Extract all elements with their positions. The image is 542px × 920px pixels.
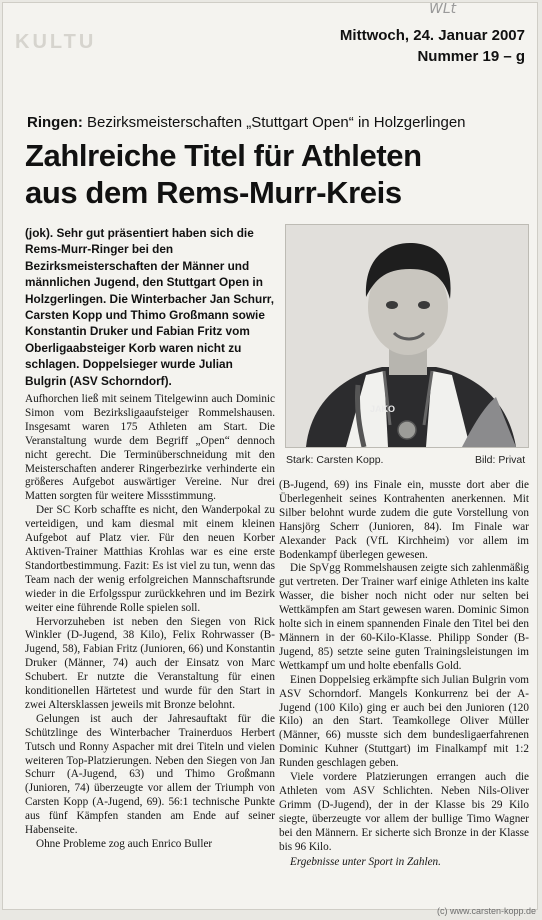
body-left-paragraph-4: Gelungen ist auch der Jahresauftakt für die Schützlinge des Winterbacher Trainerduos Herbert Tutsch und Ronny Aspacher mit drei Titeln und vielen weiteren Top-Platzierungen. Neben den Siegen von Jan Schurr (A-Jugend, 63) und Thimo Großmann (Junioren, 74) überzeugte vor allem der Triumph von Carsten Kopp (A-Jugend, 69). 56:1 technische Punkte aus fünf Kämpfen standen am Ende auf seiner Habenseite.	[25, 712, 275, 837]
jersey-logo-text: JAKO	[370, 404, 396, 414]
athlete-photo	[285, 224, 529, 448]
body-column-left	[25, 393, 275, 852]
newspaper-clipping	[2, 2, 538, 910]
issue-date: Mittwoch, 24. Januar 2007	[339, 27, 525, 44]
body-right-paragraph-2: Die SpVgg Rommelshausen zeigte sich zahlenmäßig gut vertreten. Der Trainer warf einige Athleten ins kalte Wasser, die bisher noch nicht oder nur selten bei Wettkämpfen am Start gewesen waren. Dominic Simon holte sich in einem spannenden Finale den Titel bei den Männern in der 60-Kilo-Klasse. Philipp Sonder (B-Jugend, 85) setzte seine guten Trainingsleistungen im Wettkampf um und holte ebenfalls Gold.	[279, 562, 529, 672]
copyright-footer: (c) www.carsten-kopp.de	[436, 906, 536, 916]
body-left-paragraph-2: Der SC Korb schaffte es nicht, den Wanderpokal zu verteidigen, und kam diesmal mit einem kleinen Aufgebot auf Platz vier. Für den neuen Korber Aktiven-Trainer Matthias Krohlas war es eine erste Standortbestimmung. Fazit: Es ist viel zu tun, wenn das Team nach der wenig erfolgreichen Mannschaftsrunde wieder in die Erfolgsspur zurückkehren und im Bezirk weiter eine führende Rolle spielen soll.	[25, 504, 275, 614]
kicker-label: Ringen:	[27, 114, 83, 131]
masthead-ghost-text: KULTU	[15, 31, 97, 53]
handwritten-note: WLt	[429, 2, 457, 17]
headline	[25, 137, 525, 211]
kicker	[27, 114, 466, 131]
lead-paragraph: (jok). Sehr gut präsentiert haben sich die Rems-Murr-Ringer bei den Bezirksmeisterschaften der Männer und männlichen Jugend, den Stuttgart Open in Holzgerlingen. Die Winterbacher Jan Schurr, Carsten Kopp und Thimo Großmann sowie Konstantin Druker und Fabian Fritz vom Oberligaabsteiger Korb waren nicht zu schlagen. Doppelsieger wurde Julian Bulgrin (ASV Schorndorf).	[25, 226, 274, 388]
results-reference: Ergebnisse unter Sport in Zahlen.	[290, 856, 441, 869]
issue-number: Nummer 19 – g	[417, 48, 525, 65]
body-left-paragraph-3: Hervorzuheben ist neben den Siegen von Rick Winkler (D-Jugend, 38 Kilo), Felix Rohrwasser (B-Jugend, 58), Fabian Fritz (Junioren, 66) und Konstantin Druker (Männer, 74) auch der Einsatz von Marc Schubert. Er nutzte die Veranstaltung für einen konditionellen Härtetest und wurde für den Start in zwei Altersklassen jeweils mit Bronze belohnt.	[25, 615, 275, 711]
body-left-paragraph-5: Ohne Probleme zog auch Enrico Buller	[36, 838, 213, 850]
body-right-paragraph-4: Viele vordere Platzierungen errangen auch die Athleten vom ASV Schlichten. Neben Nils-Oliver Grimm (D-Jugend), der in der Klasse bis 29 Kilo siegte, überzeugte vor allem der bullige Timo Wagner bei den Männern. Er sicherte sich Bronze in der Klasse bis 96 Kilo.	[279, 771, 529, 853]
body-left-paragraph-1: Aufhorchen ließ mit seinem Titelgewinn auch Dominic Simon vom Bezirksligaaufsteiger Rommelshausen. Insgesamt waren 175 Athleten am Start. Die Veranstaltung wurde dem Begriff „Open“ dennoch nicht gerecht. Die Terminüberschneidung mit den Meisterschaften anderer Ringerbezirke verhinderte ein größeres Aufgebot auswärtiger Vereine. Nur drei Matten sorgten für weitere Missstimmung.	[25, 393, 275, 503]
headline-line-1: Zahlreiche Titel für Athleten	[25, 138, 422, 173]
headline-line-2: aus dem Rems-Murr-Kreis	[25, 175, 402, 210]
kicker-text: Bezirksmeisterschaften „Stuttgart Open“ in Holzgerlingen	[87, 114, 466, 131]
photo-caption: Stark: Carsten Kopp.	[286, 454, 384, 466]
dateline	[340, 25, 525, 67]
body-right-paragraph-3: Einen Doppelsieg erkämpfte sich Julian Bulgrin vom ASV Schorndorf. Mangels Konkurrenz bei der A-Jugend (100 Kilo) ging er auch bei den Junioren (120 Kilo) an den Start. Teamkollege Oliver Müller (Männer, 66) musste sich dem bundesligaerfahrenen Dominic Kuhner (Stuttgart) im Finalkampf mit 1:2 Runden geschlagen geben.	[279, 673, 529, 770]
body-right-paragraph-1: (B-Jugend, 69) ins Finale ein, musste dort aber die Überlegenheit seines Kontrahenten anerkennen. Mit Silber belohnt wurde zudem die gute Vorstellung von Hansjörg Scherr (Junioren, 84). Im Finale war Alexander Pack (VfL Kirchheim) vor allem im Bodenkampf überlegen gewesen.	[279, 479, 529, 561]
photo-credit: Bild: Privat	[475, 454, 526, 466]
body-column-right	[279, 479, 529, 870]
athlete-portrait-illustration	[286, 225, 528, 447]
